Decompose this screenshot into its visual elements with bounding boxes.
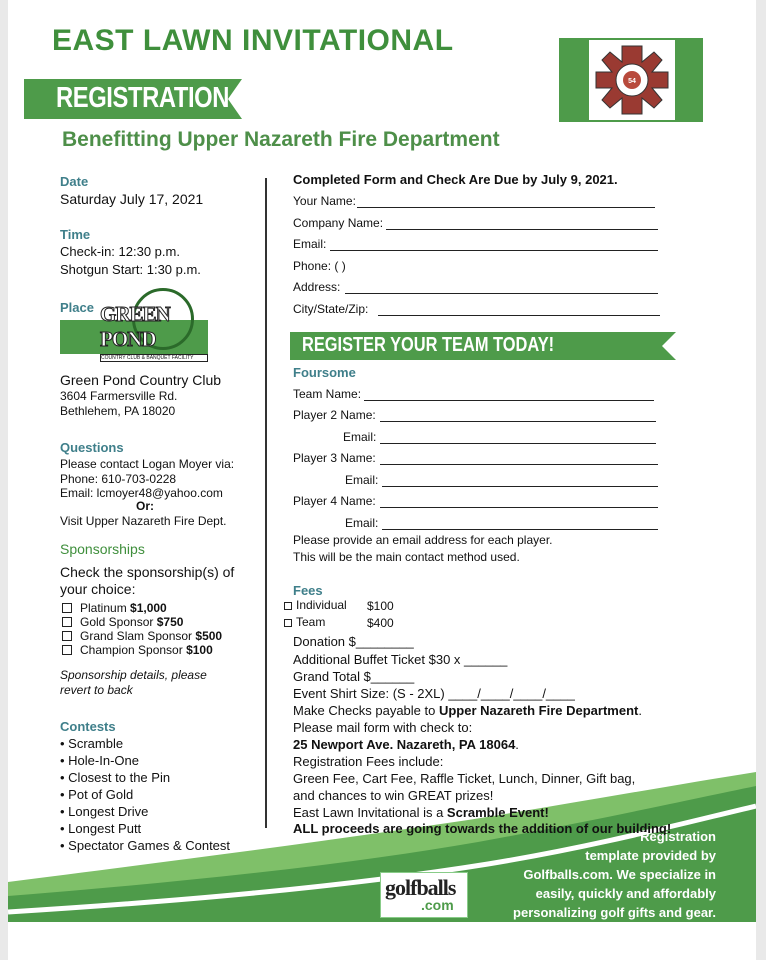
individual-checkbox[interactable] bbox=[284, 602, 292, 610]
venue-name: Green Pond Country Club bbox=[60, 372, 222, 388]
checks-payable bbox=[293, 703, 642, 718]
questions-or: Or: bbox=[136, 499, 154, 513]
fee-team-option[interactable] bbox=[284, 615, 325, 629]
contest-item: Hole-In-One bbox=[68, 753, 139, 768]
fees-heading: Fees bbox=[293, 583, 323, 598]
column-divider bbox=[265, 178, 267, 828]
grand-total-field[interactable]: Grand Total $______ bbox=[293, 669, 415, 684]
contact-note: This will be the main contact method used. bbox=[293, 550, 520, 564]
your-name-label: Your Name: bbox=[293, 194, 356, 208]
buffet-ticket-field[interactable]: Additional Buffet Ticket $30 x ______ bbox=[293, 652, 508, 667]
proceeds-note: ALL proceeds are going towards the addition of our building! bbox=[293, 821, 672, 836]
green-pond-logo-subtext: COUNTRY CLUB & BANQUET FACILITY bbox=[100, 354, 208, 362]
mail-address bbox=[293, 737, 519, 752]
sponsor-option-champion[interactable] bbox=[62, 643, 213, 657]
svg-text:54: 54 bbox=[628, 78, 636, 85]
player4-name-field[interactable] bbox=[380, 507, 658, 508]
fire-dept-seal-icon bbox=[594, 44, 670, 116]
list-item: • Closest to the Pin bbox=[60, 770, 171, 785]
footer-line: easily, quickly and affordably bbox=[535, 886, 716, 901]
date-heading: Date bbox=[60, 174, 89, 189]
scramble-note bbox=[293, 805, 549, 820]
checks-payable-prefix: Make Checks payable to bbox=[293, 703, 439, 718]
fees-include-list: Green Fee, Cart Fee, Raffle Ticket, Lunch, Dinner, Gift bag, bbox=[293, 771, 636, 786]
footer-line: Golfballs.com. We specialize in bbox=[523, 867, 716, 882]
player2-email-field[interactable] bbox=[380, 443, 656, 444]
footer-line: Registration bbox=[640, 829, 716, 844]
fees-include-heading: Registration Fees include: bbox=[293, 754, 444, 769]
sponsor-price: $500 bbox=[195, 629, 223, 643]
register-team-banner-text: REGISTER YOUR TEAM TODAY! bbox=[302, 334, 555, 356]
date-value: Saturday July 17, 2021 bbox=[60, 191, 204, 207]
questions-email: Email: lcmoyer48@yahoo.com bbox=[60, 486, 223, 500]
player2-name-field[interactable] bbox=[380, 421, 656, 422]
scramble-event: Scramble Event! bbox=[446, 805, 549, 820]
fee-team-label: Team bbox=[296, 615, 326, 629]
mail-instruction: Please mail form with check to: bbox=[293, 720, 473, 735]
company-name-label: Company Name: bbox=[293, 216, 384, 230]
city-state-zip-field[interactable] bbox=[378, 315, 660, 316]
list-item: • Spectator Games & Contest bbox=[60, 838, 231, 853]
team-name-field[interactable] bbox=[364, 400, 654, 401]
sponsor-option-grand-slam[interactable] bbox=[62, 629, 222, 643]
footer-line: template provided by bbox=[585, 848, 716, 863]
player4-name-label: Player 4 Name: bbox=[293, 494, 376, 508]
sponsor-option-gold[interactable] bbox=[62, 615, 183, 629]
city-state-zip-label: City/State/Zip: bbox=[293, 302, 369, 316]
email-note: Please provide an email address for each player. bbox=[293, 533, 553, 547]
questions-phone: Phone: 610-703-0228 bbox=[60, 472, 177, 486]
email-field[interactable] bbox=[330, 250, 658, 251]
fee-team-price: $400 bbox=[367, 616, 394, 630]
foursome-heading: Foursome bbox=[293, 365, 356, 380]
player3-email-field[interactable] bbox=[382, 486, 658, 487]
footer-credit bbox=[456, 827, 716, 922]
mail-address-suffix: . bbox=[515, 737, 519, 752]
sponsor-option-platinum[interactable] bbox=[62, 601, 167, 615]
contests-heading: Contests bbox=[60, 719, 116, 734]
prizes-note: and chances to win GREAT prizes! bbox=[293, 788, 494, 803]
contest-item: Longest Drive bbox=[68, 804, 149, 819]
address-field[interactable] bbox=[345, 293, 658, 294]
golfballs-logo-text: golfballs bbox=[385, 875, 456, 900]
scramble-note-prefix: East Lawn Invitational is a bbox=[293, 805, 447, 820]
mail-address-text: 25 Newport Ave. Nazareth, PA 18064 bbox=[293, 737, 516, 752]
player3-email-label: Email: bbox=[345, 473, 379, 487]
player3-name-label: Player 3 Name: bbox=[293, 451, 376, 465]
benefit-subtitle: Benefitting Upper Nazareth Fire Department bbox=[62, 128, 500, 151]
time-heading: Time bbox=[60, 227, 91, 242]
event-title: EAST LAWN INVITATIONAL bbox=[52, 24, 454, 57]
list-item: • Scramble bbox=[60, 736, 124, 751]
golfballs-logo-suffix: .com bbox=[421, 897, 454, 913]
platinum-checkbox[interactable] bbox=[62, 603, 72, 613]
venue-city: Bethlehem, PA 18020 bbox=[60, 404, 176, 418]
fee-individual-option[interactable] bbox=[284, 598, 347, 612]
contest-item: Spectator Games & Contest bbox=[68, 838, 231, 853]
footer-line: personalizing golf gifts and gear. bbox=[513, 905, 716, 920]
green-pond-logo bbox=[60, 288, 208, 364]
team-checkbox[interactable] bbox=[284, 619, 292, 627]
gold-checkbox[interactable] bbox=[62, 617, 72, 627]
sponsor-price: $1,000 bbox=[130, 601, 167, 615]
shotgun-time: Shotgun Start: 1:30 p.m. bbox=[60, 262, 201, 277]
team-name-label: Team Name: bbox=[293, 387, 362, 401]
player4-email-label: Email: bbox=[345, 516, 379, 530]
company-name-field[interactable] bbox=[386, 229, 658, 230]
sponsorships-heading: Sponsorships bbox=[60, 541, 145, 557]
sponsor-name: Grand Slam Sponsor bbox=[80, 629, 193, 643]
fee-individual-price: $100 bbox=[367, 599, 394, 613]
green-pond-logo-text: GREEN POND bbox=[100, 302, 170, 351]
phone-label: Phone: ( ) bbox=[293, 259, 346, 273]
list-item: • Longest Drive bbox=[60, 804, 149, 819]
sponsor-name: Champion Sponsor bbox=[80, 643, 183, 657]
contest-item: Closest to the Pin bbox=[68, 770, 171, 785]
list-item: • Pot of Gold bbox=[60, 787, 134, 802]
contest-item: Longest Putt bbox=[68, 821, 142, 836]
donation-field[interactable]: Donation $________ bbox=[293, 634, 414, 649]
contest-item: Scramble bbox=[68, 736, 124, 751]
questions-visit: Visit Upper Nazareth Fire Dept. bbox=[60, 514, 227, 528]
due-date-notice: Completed Form and Check Are Due by July 9, 2021. bbox=[293, 172, 618, 187]
fee-individual-label: Individual bbox=[296, 598, 347, 612]
registration-label: REGISTRATION bbox=[56, 82, 229, 114]
sponsorships-instruction: Check the sponsorship(s) of your choice: bbox=[60, 564, 235, 597]
shirt-size-field[interactable]: Event Shirt Size: (S - 2XL) ____/____/____/____ bbox=[293, 686, 575, 701]
sponsorship-details: Sponsorship details, please revert to back bbox=[60, 668, 207, 697]
sponsor-price: $750 bbox=[156, 615, 184, 629]
venue-street: 3604 Farmersville Rd. bbox=[60, 389, 178, 403]
golfballs-logo bbox=[380, 872, 468, 918]
contest-item: Pot of Gold bbox=[68, 787, 134, 802]
questions-contact: Please contact Logan Moyer via: bbox=[60, 457, 235, 471]
player3-name-field[interactable] bbox=[380, 464, 658, 465]
sponsor-price: $100 bbox=[186, 643, 213, 657]
list-item: • Longest Putt bbox=[60, 821, 142, 836]
champion-checkbox[interactable] bbox=[62, 645, 72, 655]
email-label: Email: bbox=[293, 237, 327, 251]
address-label: Address: bbox=[293, 280, 341, 294]
place-heading: Place bbox=[60, 300, 94, 315]
sponsor-name: Platinum bbox=[80, 601, 127, 615]
your-name-field[interactable] bbox=[357, 207, 655, 208]
player2-name-label: Player 2 Name: bbox=[293, 408, 376, 422]
player2-email-label: Email: bbox=[343, 430, 377, 444]
checkin-time: Check-in: 12:30 p.m. bbox=[60, 244, 180, 259]
checks-payable-suffix: . bbox=[638, 703, 642, 718]
payee-name: Upper Nazareth Fire Department bbox=[438, 703, 639, 718]
sponsor-name: Gold Sponsor bbox=[80, 615, 154, 629]
questions-heading: Questions bbox=[60, 440, 124, 455]
grand-slam-checkbox[interactable] bbox=[62, 631, 72, 641]
player4-email-field[interactable] bbox=[382, 529, 658, 530]
list-item: • Hole-In-One bbox=[60, 753, 139, 768]
